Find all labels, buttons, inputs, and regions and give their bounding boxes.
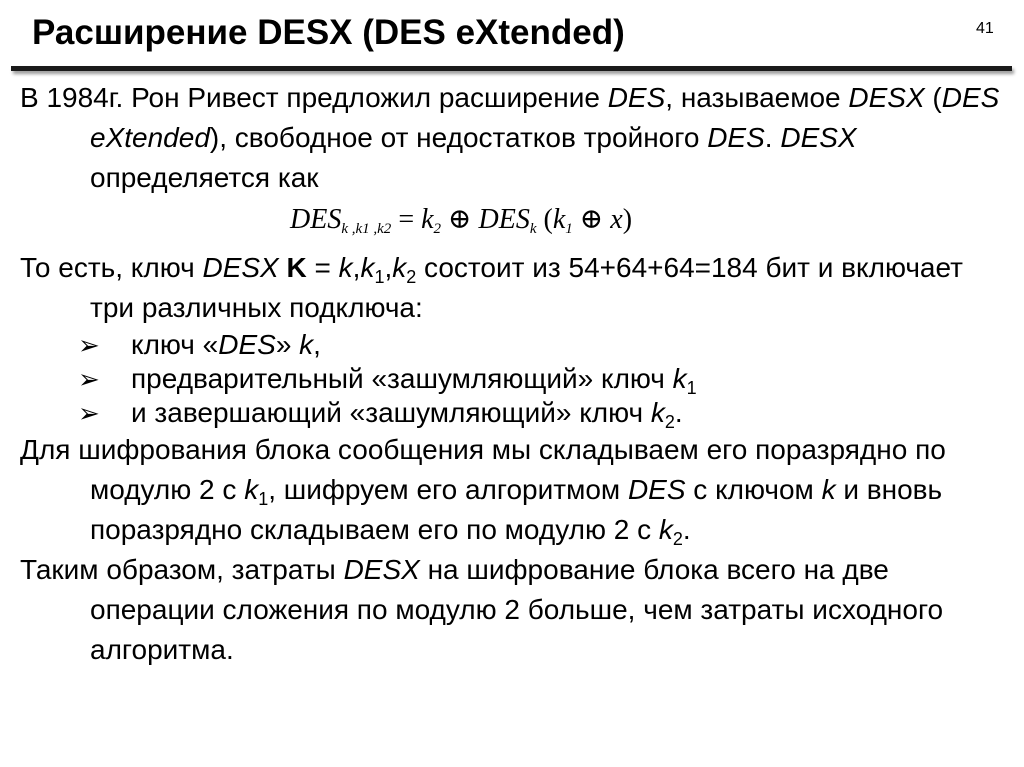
slide-content — [0, 78, 1024, 670]
paragraph-encryption: Для шифрования блока сообщения мы складываем его поразрядно по модулю 2 с $k_1$, шифруем его алгоритмом DES с ключом k и вновь поразрядно складываем его по модулю 2 с $k_2$. — [20, 434, 946, 549]
title-rule — [11, 66, 1012, 71]
desx-formula: $DES_{k ,k1 ,k2} = k_2$ ⊕ $DES_k$ ($k_1$ ⊕ x) — [290, 204, 633, 237]
arrow-bullet-icon: ➢ — [78, 330, 100, 360]
subkey-list — [0, 328, 1024, 430]
paragraph-key-structure: То есть, ключ DESX $K = k,k_1,k_2$ состоит из 54+64+64=184 бит и включает три различных подключа: — [20, 252, 963, 323]
slide-title: Расширение DESX (DES eXtended) — [32, 13, 625, 52]
paragraph-cost: Таким образом, затраты DESX на шифрование блока всего на две операции сложения по модулю 2 больше, чем затраты исходного алгоритма. — [20, 554, 944, 665]
list-item: ➢ и завершающий «зашумляющий» ключ $k_2$. — [78, 397, 683, 432]
list-item: ➢ ключ «DES» k, — [78, 329, 321, 360]
arrow-bullet-icon: ➢ — [78, 364, 100, 394]
paragraph-intro: В 1984г. Рон Ривест предложил расширение DES, называемое DESX (DES eXtended), свободное от недостатков тройного DES. DESX определяется как — [20, 82, 1000, 193]
arrow-bullet-icon: ➢ — [78, 398, 100, 428]
list-item: ➢ предварительный «зашумляющий» ключ $k_1$ — [78, 363, 697, 398]
slide-number: 41 — [976, 20, 994, 37]
